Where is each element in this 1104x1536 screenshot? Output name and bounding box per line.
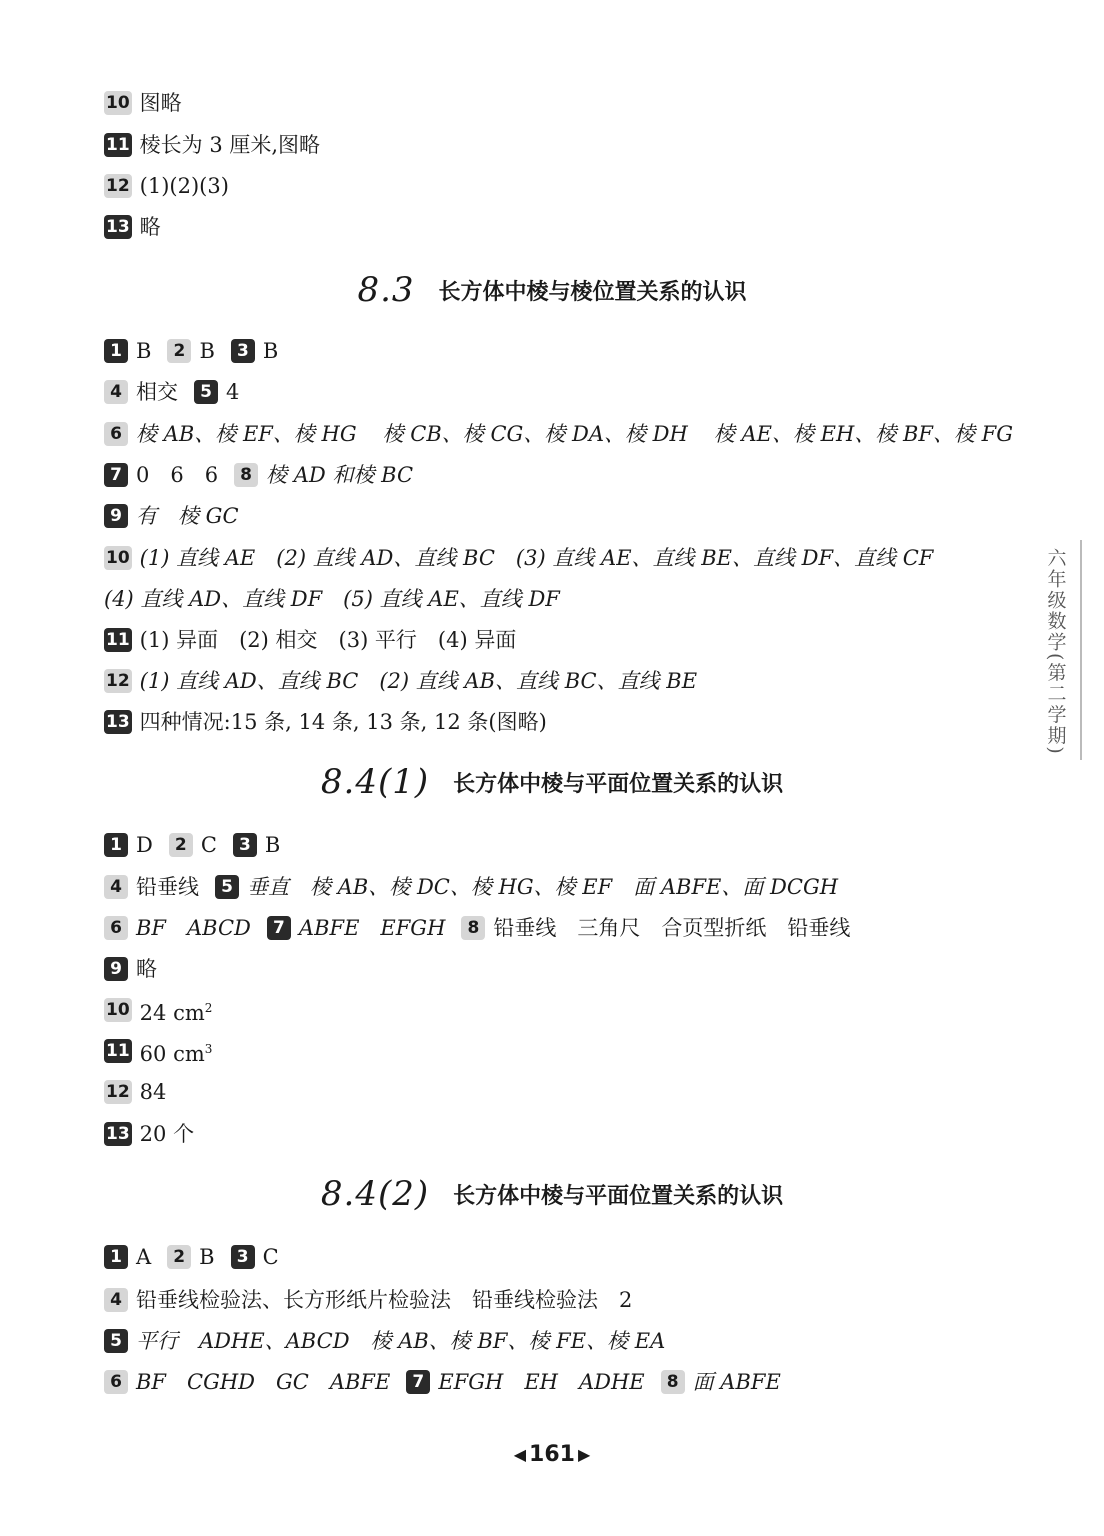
question-number: 13 (106, 1124, 130, 1144)
question-number: 3 (231, 1245, 255, 1269)
question-number: 11 (106, 1041, 130, 1061)
answer-row (104, 336, 278, 366)
answer-row (104, 1367, 781, 1397)
question-number: 3 (231, 339, 255, 363)
answer-row (104, 1119, 194, 1149)
answer-text: 有 棱 GC (136, 504, 239, 528)
question-number: 12 (106, 176, 130, 196)
answer-row (104, 1077, 166, 1107)
question-number: 12 (106, 1082, 130, 1102)
answer-row (104, 1326, 665, 1356)
answer-text: 相交 (136, 380, 178, 404)
question-number: 10 (106, 1000, 130, 1020)
question-number: 8 (661, 1370, 685, 1394)
volume-value: 60 cm (139, 1041, 205, 1066)
answer-row (104, 130, 320, 160)
question-number: 6 (104, 916, 128, 940)
answer-text: 略 (139, 215, 161, 239)
answer-row (104, 995, 212, 1025)
answer-text (140, 1034, 213, 1069)
answer-text: EFGH EH ADHE (438, 1370, 645, 1394)
exponent: 2 (204, 1000, 213, 1015)
answer-row (104, 460, 413, 490)
answer-text: 棱 AB、棱 EF、棱 HG (136, 422, 357, 446)
answer-text: BF ABCD (136, 916, 251, 940)
question-number: 13 (106, 712, 130, 732)
section-heading-8-3 (0, 268, 1104, 312)
answer-text: 84 (139, 1080, 167, 1104)
answer-row (104, 377, 239, 407)
page-number (492, 1438, 612, 1470)
answer-row (104, 1285, 632, 1315)
answer-text: 面 ABFE (692, 1370, 781, 1394)
answer-text: 图略 (139, 91, 182, 115)
answer-text: ABFE EFGH (298, 916, 446, 940)
answer-text: B (136, 339, 152, 363)
question-number: 7 (104, 463, 128, 487)
section-title: 长方体中棱与平面位置关系的认识 (453, 771, 784, 797)
answer-text (140, 993, 213, 1028)
section-heading-8-4-1 (0, 760, 1104, 804)
right-triangle-icon: ▶ (577, 1444, 591, 1464)
question-number: 8 (461, 916, 485, 940)
answer-row (104, 625, 516, 655)
question-number: 10 (106, 548, 130, 568)
answer-text: 4 (226, 380, 240, 404)
question-number: 7 (406, 1370, 430, 1394)
answer-text: (1) 异面 (2) 相交 (3) 平行 (4) 异面 (139, 628, 517, 652)
question-number: 7 (267, 916, 291, 940)
answer-row (104, 1036, 212, 1066)
question-number: 6 (104, 422, 128, 446)
question-number: 11 (106, 630, 130, 650)
answer-text: A (136, 1245, 152, 1269)
answer-row-continued (104, 584, 560, 614)
answer-text: 棱长为 3 厘米,图略 (139, 133, 321, 157)
answer-text: 铅垂线 三角尺 合页型折纸 铅垂线 (493, 916, 851, 940)
section-number: 8.4(2) (320, 1174, 430, 1214)
answer-text: (1) 直线 AD、直线 BC (2) 直线 AB、直线 BC、直线 BE (139, 669, 698, 693)
side-divider (1080, 540, 1082, 760)
answer-text: BF CGHD GC ABFE (136, 1370, 391, 1394)
page-number-value: 161 (529, 1441, 575, 1467)
answer-row (104, 954, 157, 984)
section-title: 长方体中棱与棱位置关系的认识 (438, 279, 747, 305)
question-number: 4 (104, 875, 128, 899)
answer-text: B (264, 833, 281, 857)
question-number: 5 (104, 1329, 128, 1353)
answer-text: 棱 CB、棱 CG、棱 DA、棱 DH (382, 422, 688, 446)
answer-row (104, 872, 838, 902)
question-number: 2 (167, 1245, 191, 1269)
answer-text: 四种情况:15 条, 14 条, 13 条, 12 条(图略) (139, 710, 547, 734)
answer-text: B (199, 1245, 215, 1269)
question-number: 9 (104, 504, 128, 528)
question-number: 11 (106, 135, 130, 155)
answer-text: (4) 直线 AD、直线 DF (5) 直线 AE、直线 DF (104, 587, 560, 611)
question-number: 6 (104, 1370, 128, 1394)
question-number: 9 (104, 957, 128, 981)
section-heading-8-4-2 (0, 1172, 1104, 1216)
question-number: 4 (104, 1288, 128, 1312)
answer-text: 棱 AD 和棱 BC (266, 463, 414, 487)
answer-text: 铅垂线 (136, 875, 199, 899)
question-number: 3 (233, 833, 257, 857)
answer-text: 平行 ADHE、ABCD 棱 AB、棱 BF、棱 FE、棱 EA (136, 1329, 666, 1353)
answer-row (104, 830, 280, 860)
question-number: 13 (106, 217, 130, 237)
answer-text: 0 6 6 (136, 463, 219, 487)
question-number: 2 (167, 339, 191, 363)
question-number: 1 (104, 339, 128, 363)
side-book-title: 六年级数学(第二学期) (1044, 548, 1067, 756)
area-value: 24 cm (139, 1000, 205, 1025)
section-number: 8.3 (357, 270, 415, 310)
answer-text: C (200, 833, 217, 857)
question-number: 8 (234, 463, 258, 487)
answer-row (104, 501, 239, 531)
question-number: 4 (104, 380, 128, 404)
answer-text: 20 个 (139, 1122, 195, 1146)
answer-row (104, 212, 161, 242)
answer-text: (1)(2)(3) (139, 174, 229, 198)
section-number: 8.4(1) (320, 762, 430, 802)
answer-text: (1) 直线 AE (2) 直线 AD、直线 BC (3) 直线 AE、直线 BE、直线 DF、直线 CF (139, 546, 934, 570)
answer-text: 略 (136, 957, 157, 981)
question-number: 10 (106, 93, 130, 113)
question-number: 1 (104, 833, 128, 857)
left-triangle-icon: ◀ (513, 1444, 527, 1464)
question-number: 1 (104, 1245, 128, 1269)
answer-text: B (199, 339, 215, 363)
answer-row (104, 88, 182, 118)
answer-row (104, 171, 229, 201)
answer-text: C (262, 1245, 279, 1269)
answer-row (104, 419, 1013, 449)
question-number: 5 (194, 380, 218, 404)
answer-text: 铅垂线检验法、长方形纸片检验法 铅垂线检验法 2 (136, 1288, 633, 1312)
answer-row (104, 1242, 279, 1272)
answer-text: 垂直 棱 AB、棱 DC、棱 HG、棱 EF 面 ABFE、面 DCGH (247, 875, 839, 899)
answer-text: 棱 AE、棱 EH、棱 BF、棱 FG (713, 422, 1014, 446)
answer-row (104, 913, 850, 943)
question-number: 5 (215, 875, 239, 899)
answer-row (104, 707, 547, 737)
answer-row (104, 543, 933, 573)
question-number: 12 (106, 671, 130, 691)
question-number: 2 (169, 833, 193, 857)
answer-row (104, 666, 697, 696)
answer-text: B (262, 339, 279, 363)
section-title: 长方体中棱与平面位置关系的认识 (453, 1183, 784, 1209)
exponent: 3 (204, 1041, 213, 1056)
answer-text: D (136, 833, 153, 857)
